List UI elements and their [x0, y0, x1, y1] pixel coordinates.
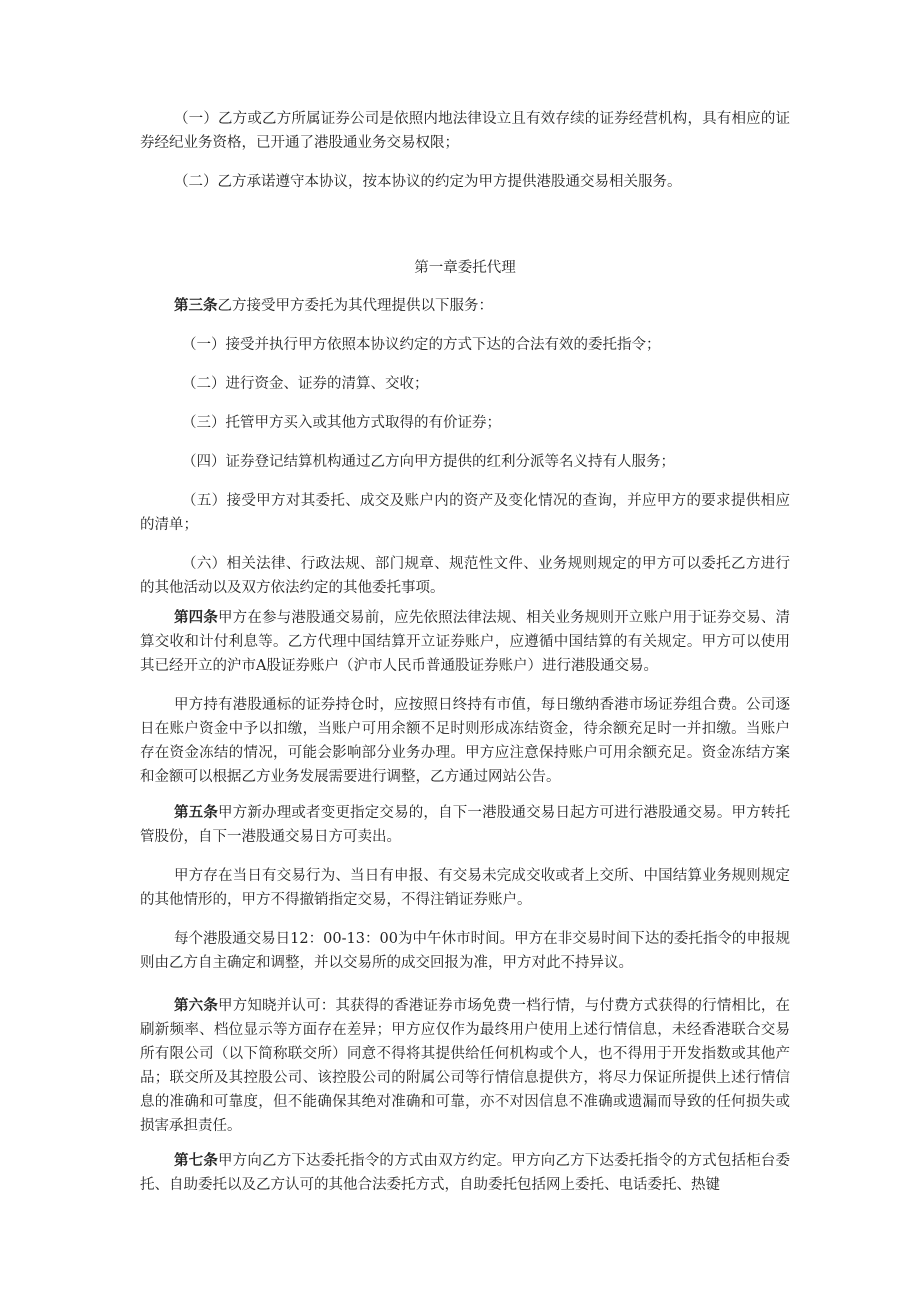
article-4-paragraph-2: 甲方持有港股通标的证券持仓时，应按照日终持有市值，每日缴纳香港市场证券组合费。公司逐日在账户资金中予以扣缴，当账户可用余额不足时则形成冻结资金，待余额充足时一并扣缴。当账户存在资金冻结的情况，可能会影响部分业务办理。甲方应注意保持账户可用余额充足。资金冻结方案和金额可以根据乙方业务发展需要进行调整，乙方通过网站公告。 — [140, 697, 790, 785]
article-5-section — [140, 801, 790, 975]
article-3-text: 乙方接受甲方委托为其代理提供以下服务： — [217, 298, 493, 314]
article-3-section — [140, 294, 790, 600]
chapter-title: 第一章委托代理 — [414, 260, 516, 276]
article-5-lead: 第五条 — [174, 804, 219, 821]
article-6-lead: 第六条 — [174, 997, 219, 1014]
intro-paragraph-2: （二）乙方承诺遵守本协议，按本协议的约定为甲方提供港股通交易相关服务。 — [174, 174, 682, 190]
article-7-paragraph — [140, 1149, 790, 1197]
article-3-item-6: （六）相关法律、行政法规、部门规章、规范性文件、业务规则规定的甲方可以委托乙方进行的其他活动以及双方依法约定的其他委托事项。 — [140, 556, 790, 596]
article-7-lead: 第七条 — [174, 1152, 219, 1169]
article-3-item-2: （二）进行资金、证券的清算、交收； — [182, 376, 429, 392]
article-5-text: 甲方新办理或者变更指定交易的，自下一港股通交易日起方可进行港股通交易。甲方转托管股份，自下一港股通交易日方可卖出。 — [140, 805, 790, 845]
article-3-item-5: （五）接受甲方对其委托、成交及账户内的资产及变化情况的查询，并应甲方的要求提供相应的清单； — [140, 493, 790, 533]
intro-paragraph-1: （一）乙方或乙方所属证券公司是依照内地法律设立且有效存续的证券经营机构，具有相应的证券经纪业务资格，已开通了港股通业务交易权限； — [140, 111, 790, 151]
article-5-paragraph-2: 甲方存在当日有交易行为、当日有申报、有交易未完成交收或者上交所、中国结算业务规则规定的其他情形的，甲方不得撤销指定交易，不得注销证券账户。 — [140, 868, 790, 908]
article-5-paragraph-3: 每个港股通交易日12：00-13：00为中午休市时间。甲方在非交易时间下达的委托指令的申报规则由乙方自主确定和调整，并以交易所的成交回报为准，甲方对此不持异议。 — [140, 931, 790, 971]
article-7-text: 甲方向乙方下达委托指令的方式由双方约定。甲方向乙方下达委托指令的方式包括柜台委托、自助委托以及乙方认可的其他合法委托方式，自助委托包括网上委托、电话委托、热键 — [140, 1153, 790, 1193]
article-6-section — [140, 994, 790, 1138]
article-4-text: 甲方在参与港股通交易前，应先依照法律法规、相关业务规则开立账户用于证券交易、清算交收和计付利息等。乙方代理中国结算开立证券账户，应遵循中国结算的有关规定。甲方可以使用其已经开立的沪市A股证券账户（沪市人民币普通股证券账户）进行港股通交易。 — [140, 610, 790, 674]
article-3-lead: 第三条 — [174, 297, 218, 314]
article-3-paragraph — [140, 294, 790, 318]
article-4-lead: 第四条 — [174, 609, 219, 626]
article-4-section — [140, 606, 790, 789]
intro-section — [140, 107, 790, 194]
article-6-paragraph — [140, 994, 790, 1138]
article-6-text: 甲方知晓并认可：其获得的香港证券市场免费一档行情，与付费方式获得的行情相比，在刷新频率、档位显示等方面存在差异；甲方应仅作为最终用户使用上述行情信息，未经香港联合交易所有限公司（以下简称联交所）同意不得将其提供给任何机构或个人，也不得用于开发指数或其他产品；联交所及其控股公司、该控股公司的附属公司等行情信息提供方，将尽力保证所提供上述行情信息的准确和可靠度，但不能确保其绝对准确和可靠，亦不对因信息不准确或遗漏而导致的任何损失或损害承担责任。 — [140, 998, 790, 1134]
article-5-paragraph — [140, 801, 790, 849]
article-3-item-4: （四）证券登记结算机构通过乙方向甲方提供的红利分派等名义持有人服务； — [182, 454, 675, 470]
article-3-item-1: （一）接受并执行甲方依照本协议约定的方式下达的合法有效的委托指令； — [182, 337, 661, 353]
article-7-section — [140, 1149, 790, 1197]
article-3-item-3: （三）托管甲方买入或其他方式取得的有价证券； — [182, 415, 501, 431]
article-4-paragraph — [140, 606, 790, 678]
